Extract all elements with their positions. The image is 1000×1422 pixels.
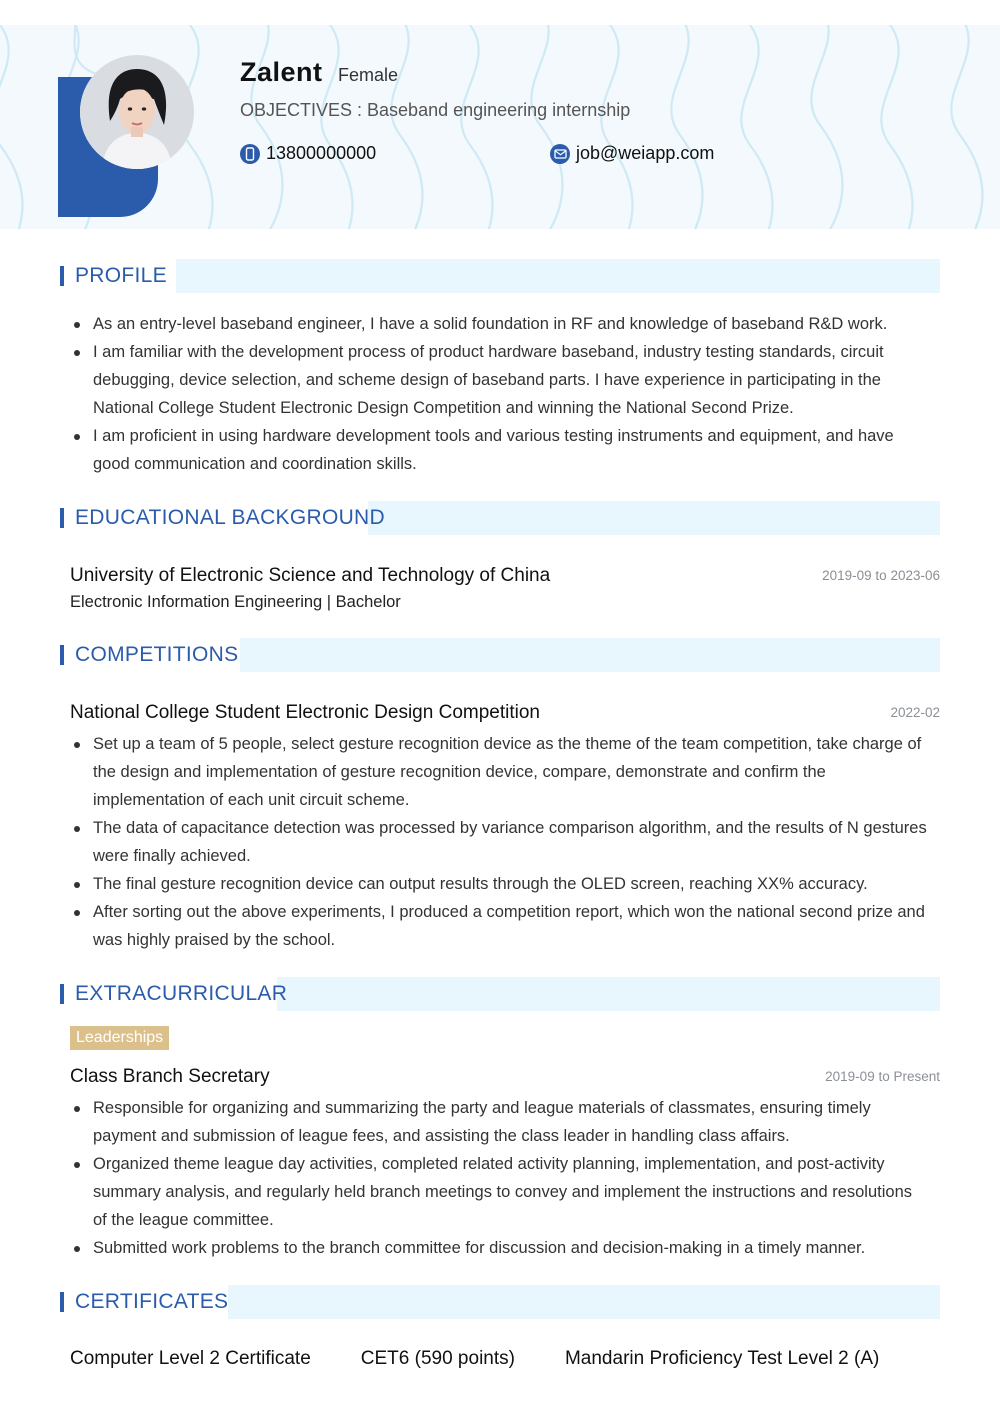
certificate-item: CET6 (590 points) — [360, 1348, 515, 1369]
email-contact — [550, 143, 714, 164]
extracurricular-title-band — [277, 977, 940, 1011]
objective-text: OBJECTIVES : Baseband engineering internship — [240, 100, 631, 120]
profile-heading: PROFILE — [60, 259, 167, 293]
competition-list — [70, 730, 930, 954]
certificate-item: Computer Level 2 Certificate — [70, 1348, 311, 1369]
phone-number: 13800000000 — [266, 143, 377, 163]
list-item: Submitted work problems to the branch committee for discussion and decision-making in a timely manner. — [70, 1234, 930, 1262]
list-item: Responsible for organizing and summarizing the party and league materials of classmates, ensuring timely payment and submission of league fees, and assisting the class leader in handling class affairs. — [70, 1094, 930, 1150]
list-item: The final gesture recognition device can output results through the OLED screen, reaching XX% accuracy. — [70, 870, 930, 898]
education-title-band — [368, 501, 940, 535]
list-item: I am proficient in using hardware development tools and various testing instruments and equipment, and have good communication and coordination skills. — [70, 422, 930, 478]
competitions-title-band — [240, 638, 940, 672]
major-degree: Electronic Information Engineering | Bachelor — [70, 593, 401, 611]
role-title: Class Branch Secretary — [70, 1066, 270, 1087]
leaderships-tag: Leaderships — [70, 1026, 169, 1050]
list-item: After sorting out the above experiments, I produced a competition report, which won the national second prize and was highly praised by the school. — [70, 898, 930, 954]
phone-contact — [240, 143, 376, 164]
list-item: As an entry-level baseband engineer, I have a solid foundation in RF and knowledge of baseband R&D work. — [70, 310, 930, 338]
extracurricular-heading: EXTRACURRICULAR — [60, 977, 287, 1011]
extracurricular-list — [70, 1094, 930, 1262]
phone-icon — [240, 144, 260, 164]
certificates-list — [70, 1348, 929, 1370]
list-item: I am familiar with the development process of product hardware baseband, industry testing standards, circuit debugging, device selection, and scheme design of baseband parts. I have experience in participating in the National College Student Electronic Design Competition and winning the National Second Prize. — [70, 338, 930, 422]
competition-date: 2022-02 — [890, 705, 940, 720]
profile-list — [70, 310, 930, 478]
email-address: job@weiapp.com — [576, 143, 715, 163]
list-item: The data of capacitance detection was processed by variance comparison algorithm, and the results of N gestures were finally achieved. — [70, 814, 930, 870]
list-item: Organized theme league day activities, completed related activity planning, implementation, and post-activity summary analysis, and regularly held branch meetings to convey and implement the instructions and resolutions of the league committee. — [70, 1150, 930, 1234]
school-name: University of Electronic Science and Technology of China — [70, 565, 551, 586]
education-date: 2019-09 to 2023-06 — [822, 568, 940, 583]
candidate-name: Zalent — [240, 57, 323, 87]
role-date: 2019-09 to Present — [825, 1069, 940, 1084]
avatar — [80, 55, 194, 169]
mail-icon — [550, 144, 570, 164]
list-item: Set up a team of 5 people, select gesture recognition device as the theme of the team competition, take charge of the design and implementation of gesture recognition device, compare, demonstrate and confirm the implementation of each unit circuit scheme. — [70, 730, 930, 814]
certificates-heading: CERTIFICATES — [60, 1285, 228, 1319]
certificates-title-band — [228, 1285, 940, 1319]
competitions-heading: COMPETITIONS — [60, 638, 238, 672]
profile-title-band — [176, 259, 940, 293]
education-heading: EDUCATIONAL BACKGROUND — [60, 501, 385, 535]
certificate-item: Mandarin Proficiency Test Level 2 (A) — [564, 1348, 880, 1369]
competition-name: National College Student Electronic Design Competition — [70, 702, 540, 723]
candidate-gender: Female — [338, 65, 399, 85]
